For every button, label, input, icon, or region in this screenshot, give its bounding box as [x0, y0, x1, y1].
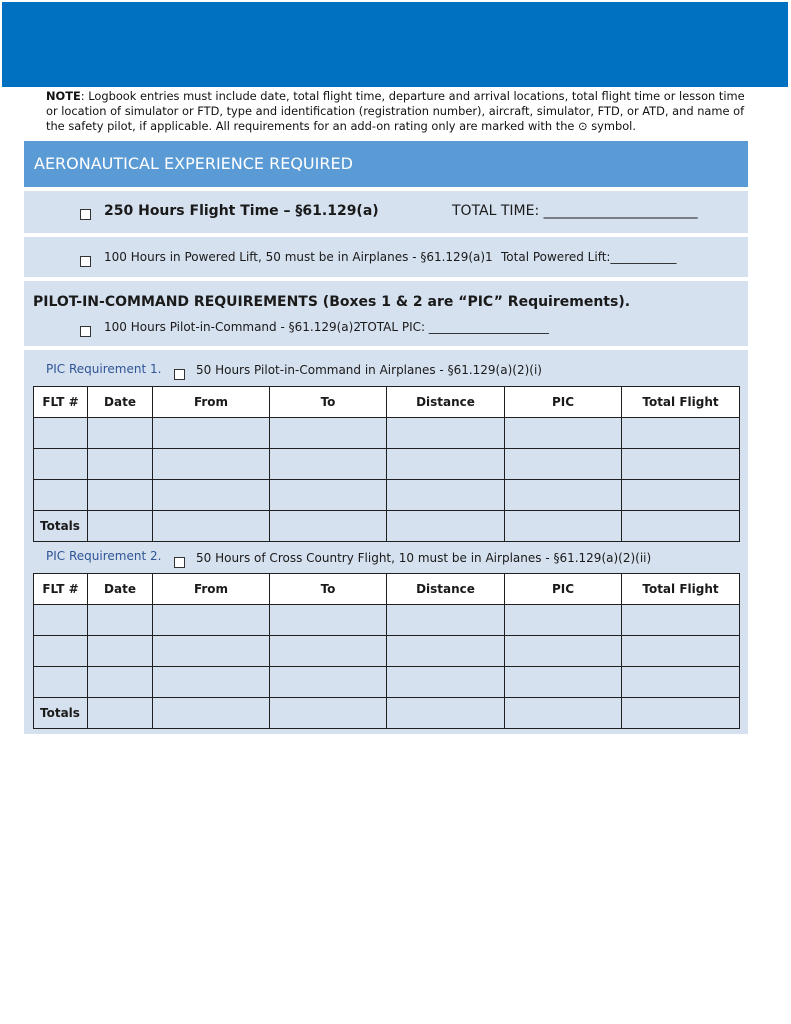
totals-row — [34, 698, 740, 729]
table-cell[interactable] — [270, 667, 387, 698]
table-cell[interactable] — [387, 605, 505, 636]
table-cell[interactable] — [505, 698, 622, 729]
table-cell[interactable] — [622, 605, 740, 636]
table-cell[interactable] — [153, 480, 270, 511]
table-cell[interactable] — [387, 511, 505, 542]
col-header-to: To — [270, 574, 387, 605]
col-header-pic: PIC — [505, 574, 622, 605]
col-header-distance: Distance — [387, 574, 505, 605]
label-pic-req1: 50 Hours Pilot-in-Command in Airplanes - §61.129(a)(2)(i) — [196, 363, 542, 377]
table-cell[interactable] — [622, 698, 740, 729]
table-cell[interactable] — [34, 480, 88, 511]
note-text — [46, 89, 756, 134]
table-cell[interactable] — [270, 636, 387, 667]
col-header-total-flight: Total Flight — [622, 387, 740, 418]
table-cell[interactable] — [34, 605, 88, 636]
table-row — [34, 636, 740, 667]
table-cell[interactable] — [387, 636, 505, 667]
table-cell[interactable] — [270, 418, 387, 449]
panel-pic — [24, 281, 748, 346]
table-cell[interactable] — [387, 667, 505, 698]
checkbox-powered-lift[interactable] — [80, 251, 91, 270]
table-cell[interactable] — [34, 449, 88, 480]
table-cell[interactable] — [153, 605, 270, 636]
table-cell[interactable] — [88, 511, 153, 542]
checkbox-pic-req1[interactable] — [174, 364, 185, 383]
table-cell[interactable] — [88, 480, 153, 511]
col-header-flt: FLT # — [34, 387, 88, 418]
col-header-from: From — [153, 574, 270, 605]
table-cell[interactable] — [622, 667, 740, 698]
table-header-row — [34, 574, 740, 605]
table-cell[interactable] — [153, 418, 270, 449]
col-header-pic: PIC — [505, 387, 622, 418]
table-cell[interactable] — [505, 511, 622, 542]
table-cell[interactable] — [622, 418, 740, 449]
table-cell[interactable] — [88, 636, 153, 667]
label-250-hours: 250 Hours Flight Time – §61.129(a) — [104, 203, 379, 219]
table-cell[interactable] — [505, 667, 622, 698]
pic-heading: PILOT-IN-COMMAND REQUIREMENTS (Boxes 1 & 2 are “PIC” Requirements). — [33, 294, 631, 310]
table-cell[interactable] — [88, 449, 153, 480]
table-row — [34, 418, 740, 449]
col-header-date: Date — [88, 574, 153, 605]
total-time-label: TOTAL TIME: ______________________ — [452, 203, 698, 219]
note-body: : Logbook entries must include date, total flight time, departure and arrival locations, total flight time or lesson time or location of simulator or FTD, type and identification (registration number), aircraft, simulator, FTD, or ATD, and name of the safety pilot, if applicable. All requirements for an add-on rating only are marked with the ⊙ symbol. — [46, 89, 745, 133]
table-cell[interactable] — [505, 605, 622, 636]
table-cell[interactable] — [270, 449, 387, 480]
table-cell[interactable] — [505, 418, 622, 449]
pic-req2-table — [33, 573, 740, 729]
col-header-date: Date — [88, 387, 153, 418]
totals-row — [34, 511, 740, 542]
total-pic-label: TOTAL PIC: ____________________ — [360, 320, 549, 334]
table-cell[interactable] — [88, 698, 153, 729]
table-row — [34, 605, 740, 636]
table-cell[interactable] — [153, 511, 270, 542]
col-header-flt: FLT # — [34, 574, 88, 605]
table-header-row — [34, 387, 740, 418]
col-header-distance: Distance — [387, 387, 505, 418]
table-row — [34, 667, 740, 698]
col-header-to: To — [270, 387, 387, 418]
totals-label: Totals — [34, 698, 88, 729]
table-cell[interactable] — [34, 636, 88, 667]
table-cell[interactable] — [34, 667, 88, 698]
table-cell[interactable] — [622, 636, 740, 667]
table-cell[interactable] — [505, 449, 622, 480]
table-cell[interactable] — [270, 511, 387, 542]
table-cell[interactable] — [270, 698, 387, 729]
table-cell[interactable] — [88, 667, 153, 698]
top-banner — [2, 2, 788, 87]
section-header: AERONAUTICAL EXPERIENCE REQUIRED — [24, 141, 748, 187]
table-cell[interactable] — [153, 667, 270, 698]
table-cell[interactable] — [505, 480, 622, 511]
label-pic: 100 Hours Pilot-in-Command - §61.129(a)2 — [104, 320, 361, 334]
col-header-total-flight: Total Flight — [622, 574, 740, 605]
table-cell[interactable] — [622, 480, 740, 511]
table-cell[interactable] — [88, 418, 153, 449]
checkbox-pic[interactable] — [80, 321, 91, 340]
totals-label: Totals — [34, 511, 88, 542]
pic-req1-table — [33, 386, 740, 542]
pic-req1-tag: PIC Requirement 1. — [46, 362, 162, 376]
table-cell[interactable] — [387, 480, 505, 511]
table-cell[interactable] — [622, 449, 740, 480]
table-cell[interactable] — [387, 418, 505, 449]
table-row — [34, 449, 740, 480]
table-row — [34, 480, 740, 511]
label-powered-lift: 100 Hours in Powered Lift, 50 must be in Airplanes - §61.129(a)1 — [104, 250, 493, 264]
table-cell[interactable] — [270, 480, 387, 511]
table-cell[interactable] — [153, 698, 270, 729]
panel-250-hours — [24, 191, 748, 233]
table-cell[interactable] — [88, 605, 153, 636]
checkbox-250-hours[interactable] — [80, 204, 91, 223]
table-cell[interactable] — [153, 636, 270, 667]
table-cell[interactable] — [622, 511, 740, 542]
pic-req2-tag: PIC Requirement 2. — [46, 549, 162, 563]
panel-powered-lift — [24, 237, 748, 277]
table-cell[interactable] — [153, 449, 270, 480]
table-cell[interactable] — [387, 698, 505, 729]
table-cell[interactable] — [505, 636, 622, 667]
label-pic-req2: 50 Hours of Cross Country Flight, 10 must be in Airplanes - §61.129(a)(2)(ii) — [196, 551, 652, 565]
col-header-from: From — [153, 387, 270, 418]
table-cell[interactable] — [270, 605, 387, 636]
checkbox-pic-req2[interactable] — [174, 552, 185, 571]
total-powered-lift-label: Total Powered Lift:___________ — [501, 250, 677, 264]
table-cell[interactable] — [34, 418, 88, 449]
note-label: NOTE — [46, 89, 81, 103]
table-cell[interactable] — [387, 449, 505, 480]
